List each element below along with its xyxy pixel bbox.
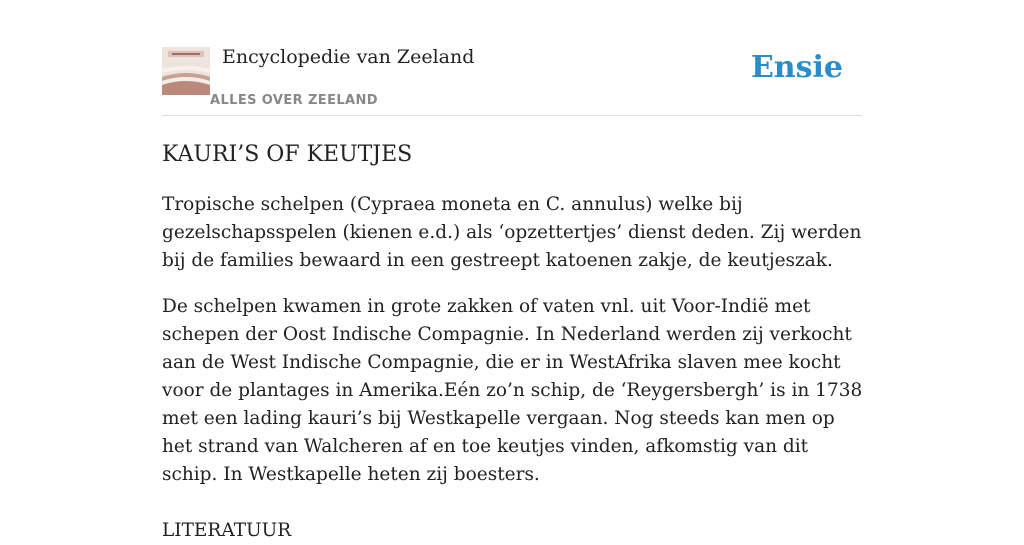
literature-heading: LITERATUUR (162, 520, 292, 541)
article (162, 140, 866, 545)
site-name[interactable]: Encyclopedie van Zeeland (222, 46, 475, 68)
article-paragraph-1: Tropische schelpen (Cypraea moneta en C. annulus) welke bij gezelschapsspelen (kienen e.d.) als ‘opzettertjes’ dienst deden. Zij werden bij de families bewaard in een gestreept katoenen zakje, de keutjeszak. (162, 194, 862, 271)
site-tagline: ALLES OVER ZEELAND (210, 93, 378, 108)
book-pages-icon[interactable] (162, 47, 210, 95)
article-title: KAURI’S OF KEUTJES (162, 142, 413, 167)
ensie-logo-link[interactable]: Ensie (750, 50, 843, 85)
site-header (162, 44, 862, 116)
article-paragraph-2: De schelpen kwamen in grote zakken of vaten vnl. uit Voor-Indië met schepen der Oost Indische Compagnie. In Nederland werden zij verkocht aan de West Indische Compagnie, die er in WestAfrika slaven mee kocht voor de plantages in Amerika.Eén zo’n schip, de ‘Reygersbergh’ is in 1738 met een lading kauri’s bij Westkapelle vergaan. Nog steeds kan men op het strand van Walcheren af en toe keutjes vinden, afkomstig van dit schip. In Westkapelle heten zij boesters. (162, 296, 863, 485)
